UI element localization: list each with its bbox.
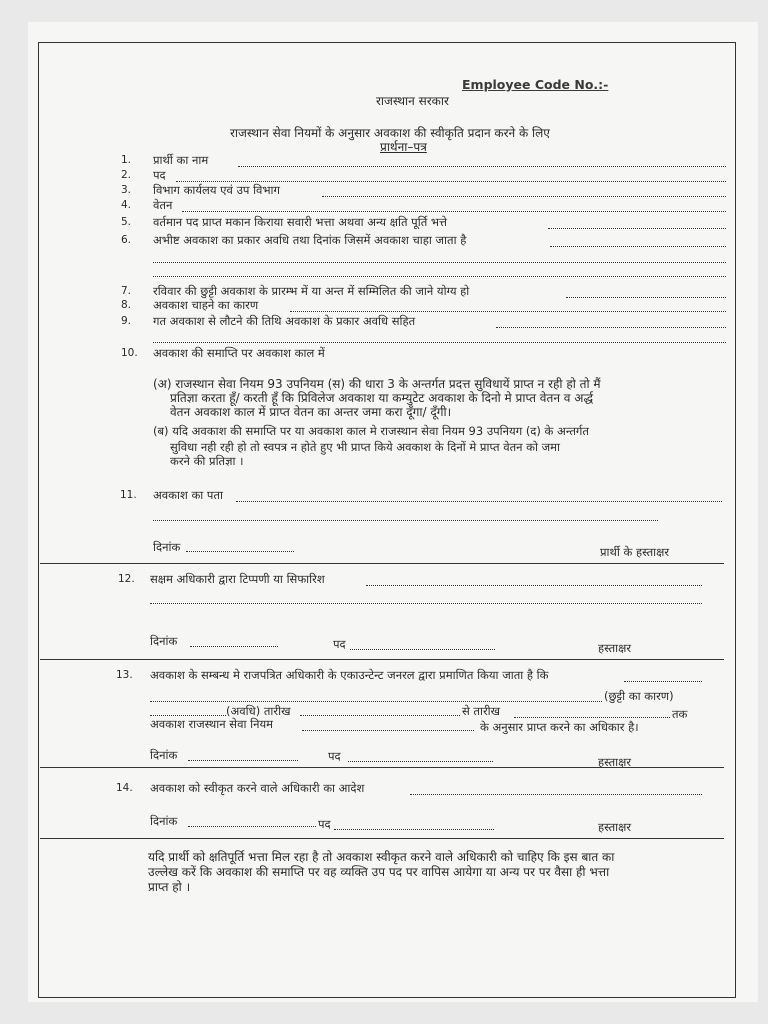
item-number: 3. — [121, 184, 132, 196]
last-leave-label: गत अवकाश से लौटने की तिथि अवकाश के प्रकार अवधि सहित — [153, 314, 416, 328]
reason-label: अवकाश चाहने का कारण — [153, 298, 259, 312]
footer-note-line-3: प्राप्त हो । — [148, 880, 191, 894]
item14-post-field[interactable] — [334, 829, 494, 830]
leave-type-label: अभीष्ट अवकाश का प्रकार अवधि तथा दिनांक जिसमें अवकाश चाहा जाता है — [153, 233, 467, 247]
item12-post-field[interactable] — [350, 649, 495, 650]
entitled-text: के अनुसार प्राप्त करने का अधिकार है। — [480, 720, 639, 734]
item11-date-field[interactable] — [186, 551, 294, 552]
item-number: 6. — [121, 234, 132, 246]
item13-post-field[interactable] — [348, 761, 493, 762]
undertaking-b-line-3: करने की प्रतिज्ञा । — [170, 454, 244, 468]
item-number: 14. — [116, 782, 133, 794]
sanction-order-label: अवकाश को स्वीकृत करने वाले अधिकारी का आदेश — [150, 781, 365, 795]
allowance-field[interactable] — [548, 228, 726, 229]
item-number: 2. — [121, 169, 132, 181]
section-divider — [40, 767, 724, 768]
undertaking-a-line-2: प्रतिज्ञा करता हूँ/ करती हूँ कि प्रिविलेज अवकाश या कम्युटेट अवकाश के दिनो मे प्राप्त वेतन व अर्द्ध — [170, 391, 594, 405]
post-field[interactable] — [176, 181, 726, 182]
department-field[interactable] — [322, 196, 726, 197]
item-number: 1. — [121, 154, 132, 166]
item-number: 11. — [120, 489, 137, 501]
salary-label: वेतन — [153, 198, 173, 212]
duration-field[interactable] — [150, 715, 226, 716]
recommendation-field[interactable] — [366, 585, 702, 586]
from-date-label: से तारीख — [462, 704, 501, 718]
applicant-name-field[interactable] — [238, 166, 726, 167]
item13-date-label: दिनांक — [150, 748, 178, 762]
item14-date-field[interactable] — [188, 826, 316, 827]
rule-field[interactable] — [302, 730, 474, 731]
footer-note-line-2: उल्लेख करें कि अवकाश की समाप्ति पर वह व्यक्ति उप पद पर वापिस आयेगा या अन्य पर पर वैसा ही भत्ता — [148, 865, 610, 879]
item-number: 4. — [121, 199, 132, 211]
item-number: 5. — [121, 216, 132, 228]
item12-date-field[interactable] — [190, 646, 278, 647]
post-label: पद — [153, 168, 166, 182]
leave-address-field-line-2[interactable] — [153, 520, 658, 521]
last-leave-field[interactable] — [496, 327, 726, 328]
sunday-label: रविवार की छुट्टी अवकाश के प्रारम्भ में या अन्त में सम्मिलित की जाने योग्य हो — [153, 284, 470, 298]
item12-signature: हस्ताक्षर — [598, 641, 632, 655]
till-label: तक — [672, 707, 688, 721]
item-number: 7. — [121, 285, 132, 297]
item11-date-label: दिनांक — [153, 540, 181, 554]
item-number: 8. — [121, 299, 132, 311]
sanction-order-field[interactable] — [410, 794, 702, 795]
item10-label: अवकाश की समाप्ति पर अवकाश काल में — [153, 346, 325, 360]
applicant-name-label: प्रार्थी का नाम — [153, 153, 209, 167]
department-label: विभाग कार्यलय एवं उप विभाग — [153, 183, 280, 197]
till-date-field[interactable] — [514, 717, 670, 718]
item-number: 12. — [118, 573, 135, 585]
item14-signature: हस्ताक्षर — [598, 820, 632, 834]
leave-reason-label: (छुट्टी का कारण) — [604, 689, 674, 703]
rule-label: अवकाश राजस्थान सेवा नियम — [150, 717, 273, 731]
section-divider — [40, 838, 724, 839]
item-number: 10. — [121, 347, 138, 359]
undertaking-b-line-1: (ब) यदि अवकाश की समाप्ति पर या अवकाश काल मे राजस्थान सेवा नियम 93 उपनियग (द) के अन्तर्गत — [153, 424, 589, 438]
certification-line: अवकाश के सम्बन्ध मे राजपत्रित अधिकारी के एकाउन्टेन्ट जनरल द्वारा प्रमाणित किया जाता है कि — [150, 668, 549, 682]
item12-post-label: पद — [333, 637, 346, 651]
leave-address-label: अवकाश का पता — [153, 488, 223, 502]
item-number: 13. — [116, 669, 133, 681]
leave-type-field-line-2[interactable] — [153, 262, 726, 263]
leave-reason-field[interactable] — [150, 701, 602, 702]
leave-type-field[interactable] — [550, 246, 726, 247]
item13-date-field[interactable] — [188, 760, 298, 761]
recommendation-field-line-2[interactable] — [150, 603, 702, 604]
salary-field[interactable] — [182, 211, 726, 212]
form-title: प्रार्थना–पत्र — [380, 140, 427, 154]
footer-note-line-1: यदि प्रार्थी को क्षतिपूर्ति भत्ता मिल रहा है तो अवकाश स्वीकृत करने वाले अधिकारी को चाहिए कि इस बात का — [148, 850, 615, 864]
employee-code: Employee Code No.:- — [462, 77, 609, 92]
item12-date-label: दिनांक — [150, 634, 178, 648]
item13-post-label: पद — [328, 749, 341, 763]
item14-date-label: दिनांक — [150, 814, 178, 828]
leave-type-field-line-3[interactable] — [153, 276, 726, 277]
item14-post-label: पद — [318, 817, 331, 831]
last-leave-field-line-2[interactable] — [153, 342, 726, 343]
undertaking-b-line-2: सुविधा नही रही हो तो स्वपत्र न होते हुए भी प्राप्त किये अवकाश के दिनों मे प्राप्त वेतन को जमा — [170, 440, 561, 454]
reason-field[interactable] — [290, 311, 726, 312]
section-divider — [40, 659, 724, 660]
undertaking-a-line-3: वेतन अवकाश काल में प्राप्त वेतन का अन्तर जमा करा दूँगा/ दूँगी। — [170, 405, 452, 419]
form-intro: राजस्थान सेवा नियमों के अनुसार अवकाश की स्वीकृति प्रदान करने के लिए — [230, 126, 550, 140]
duration-label: (अवधि) तारीख — [226, 704, 291, 718]
recommendation-label: सक्षम अधिकारी द्वारा टिप्पणी या सिफारिश — [150, 572, 325, 586]
from-date-field[interactable] — [300, 715, 460, 716]
sunday-field[interactable] — [566, 297, 726, 298]
section-divider — [40, 563, 724, 564]
leave-address-field[interactable] — [236, 501, 722, 502]
allowance-label: वर्तमान पद प्राप्त मकान किराया सवारी भत्ता अथवा अन्य क्षति पूर्ति भत्ते — [153, 215, 447, 229]
certification-field[interactable] — [624, 681, 702, 682]
item13-signature: हस्ताक्षर — [598, 755, 632, 769]
undertaking-a-line-1: (अ) राजस्थान सेवा नियम 93 उपनियम (स) की धारा 3 के अन्तर्गत प्रदत्त सुविधायें प्राप्त न रही हो तो मैं — [153, 377, 601, 391]
item-number: 9. — [121, 315, 132, 327]
govt-title: राजस्थान सरकार — [376, 94, 449, 108]
applicant-signature: प्रार्थी के हस्ताक्षर — [600, 545, 670, 559]
